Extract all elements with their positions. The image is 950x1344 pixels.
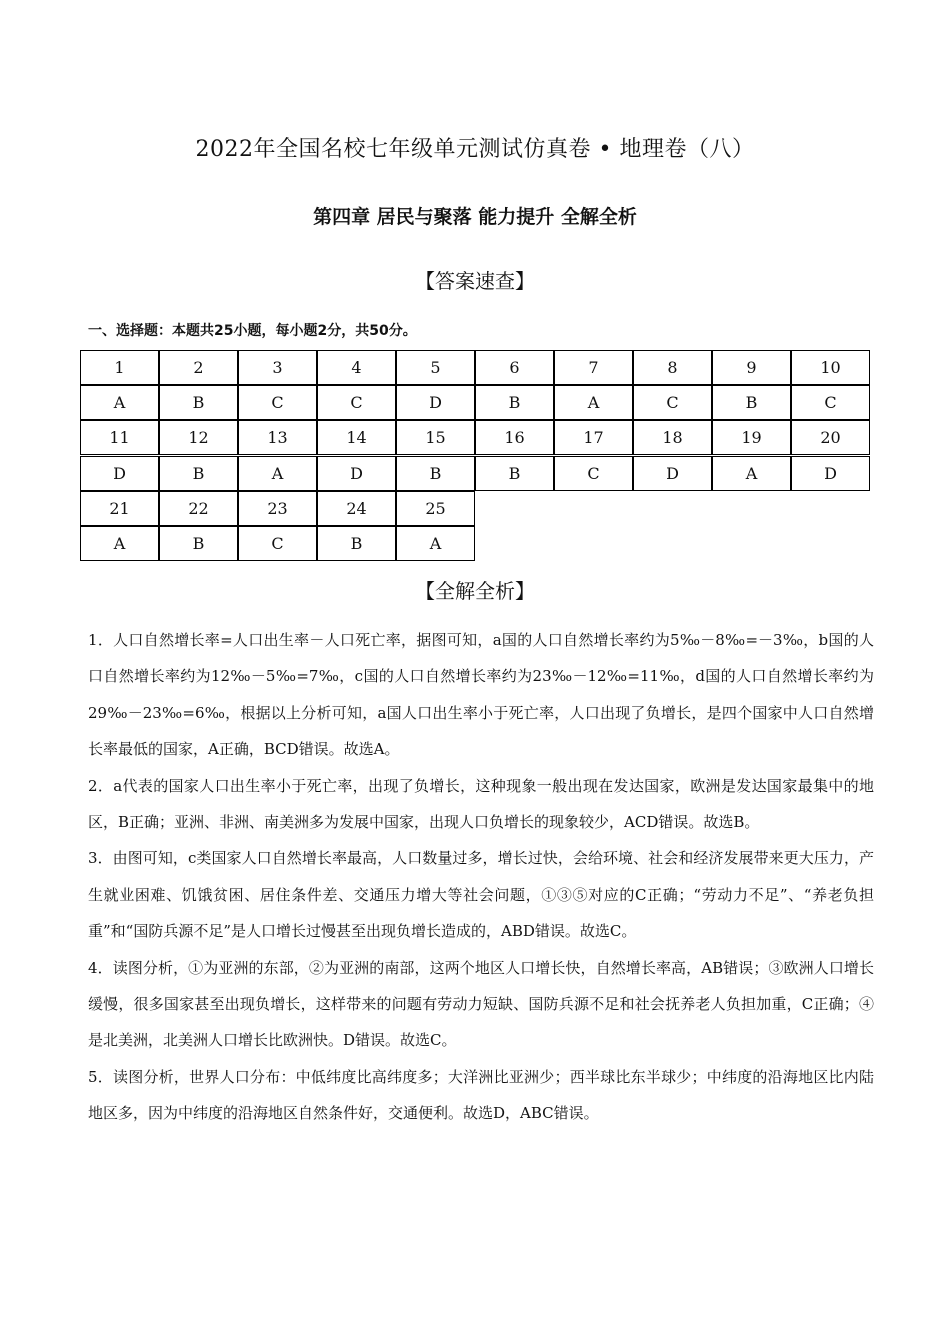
question-number-cell: 2: [159, 350, 238, 385]
document-title: 2022年全国名校七年级单元测试仿真卷 • 地理卷（八）: [195, 137, 755, 162]
question-number-cell: 19: [712, 420, 791, 455]
question-number-cell: 3: [238, 350, 317, 385]
answer-cell: B: [317, 526, 396, 561]
question-number-cell: 16: [475, 420, 554, 455]
analysis-item-2: 2．a代表的国家人口出生率小于死亡率，出现了负增长，这种现象一般出现在发达国家，欧洲是发达国家最集中的地区，B正确；亚洲、非洲、南美洲多为发展中国家，出现人口负增长的现象较少，ACD错误。故选B。: [88, 776, 874, 832]
question-number-cell: 20: [791, 420, 870, 455]
answer-cell: A: [396, 526, 475, 561]
question-number-cell: 11: [80, 420, 159, 455]
answer-cell: D: [317, 456, 396, 491]
answer-cell: B: [475, 456, 554, 491]
analysis-item-1: 1．人口自然增长率=人口出生率－人口死亡率，据图可知，a国的人口自然增长率约为5‰－8‰=－3‰，b国的人口自然增长率约为12‰－5‰=7‰，c国的人口自然增长率约为23‰－12‰=11‰，d国的人口自然增长率约为29‰－23‰=6‰，根据以上分析可知，a国人口出生率小于死亡率，人口出现了负增长，是四个国家中人口自然增长率最低的国家，A正确，BCD错误。故选A。: [88, 631, 874, 759]
answer-cell: C: [633, 385, 712, 420]
question-number-cell: 17: [554, 420, 633, 455]
analysis-item-3: 3．由图可知，c类国家人口自然增长率最高，人口数量过多，增长过快，会给环境、社会和经济发展带来更大压力，产生就业困难、饥饿贫困、居住条件差、交通压力增大等社会问题，①③⑤对应的C正确；“劳动力不足”、“养老负担重”和“国防兵源不足”是人口增长过慢甚至出现负增长造成的，ABD错误。故选C。: [88, 849, 874, 941]
document-subtitle: 第四章 居民与聚落 能力提升 全解全析: [313, 206, 637, 228]
answer-cell: A: [712, 456, 791, 491]
question-number-cell: 21: [80, 491, 159, 526]
analysis-body: [88, 622, 874, 1132]
question-number-cell: 6: [475, 350, 554, 385]
answer-cell: A: [238, 456, 317, 491]
question-number-cell: 15: [396, 420, 475, 455]
answer-cell: B: [712, 385, 791, 420]
question-number-cell: 9: [712, 350, 791, 385]
answers-heading: 【答案速查】: [415, 269, 535, 293]
answer-cell: A: [80, 385, 159, 420]
question-number-cell: 14: [317, 420, 396, 455]
section-label: 一、选择题：本题共25小题，每小题2分，共50分。: [88, 323, 417, 339]
question-number-cell: 5: [396, 350, 475, 385]
question-number-cell: 23: [238, 491, 317, 526]
question-number-cell: 10: [791, 350, 870, 385]
answer-cell: C: [238, 385, 317, 420]
answer-cell: C: [554, 456, 633, 491]
answer-cell: A: [554, 385, 633, 420]
answer-cell: A: [80, 526, 159, 561]
answer-table: [80, 350, 872, 562]
analysis-item-4: 4．读图分析，①为亚洲的东部，②为亚洲的南部，这两个地区人口增长快，自然增长率高，AB错误；③欧洲人口增长缓慢，很多国家甚至出现负增长，这样带来的问题有劳动力短缺、国防兵源不足和社会抚养老人负担加重，C正确；④是北美洲，北美洲人口增长比欧洲快。D错误。故选C。: [88, 958, 874, 1050]
question-number-cell: 24: [317, 491, 396, 526]
answer-cell: D: [633, 456, 712, 491]
question-number-cell: 18: [633, 420, 712, 455]
answer-cell: C: [791, 385, 870, 420]
question-number-cell: 13: [238, 420, 317, 455]
answer-cell: D: [80, 456, 159, 491]
question-number-cell: 1: [80, 350, 159, 385]
answer-cell: C: [317, 385, 396, 420]
analysis-item-5: 5．读图分析，世界人口分布：中低纬度比高纬度多；大洋洲比亚洲少；西半球比东半球少；中纬度的沿海地区比内陆地区多，因为中纬度的沿海地区自然条件好，交通便利。故选D，ABC错误。: [88, 1067, 874, 1123]
question-number-cell: 4: [317, 350, 396, 385]
answer-cell: D: [791, 456, 870, 491]
analysis-heading: 【全解全析】: [415, 579, 535, 603]
question-number-cell: 25: [396, 491, 475, 526]
answer-cell: B: [159, 456, 238, 491]
question-number-cell: 22: [159, 491, 238, 526]
answer-cell: B: [159, 385, 238, 420]
answer-cell: B: [396, 456, 475, 491]
answer-cell: B: [159, 526, 238, 561]
answer-cell: C: [238, 526, 317, 561]
question-number-cell: 7: [554, 350, 633, 385]
question-number-cell: 12: [159, 420, 238, 455]
question-number-cell: 8: [633, 350, 712, 385]
answer-cell: D: [396, 385, 475, 420]
answer-cell: B: [475, 385, 554, 420]
